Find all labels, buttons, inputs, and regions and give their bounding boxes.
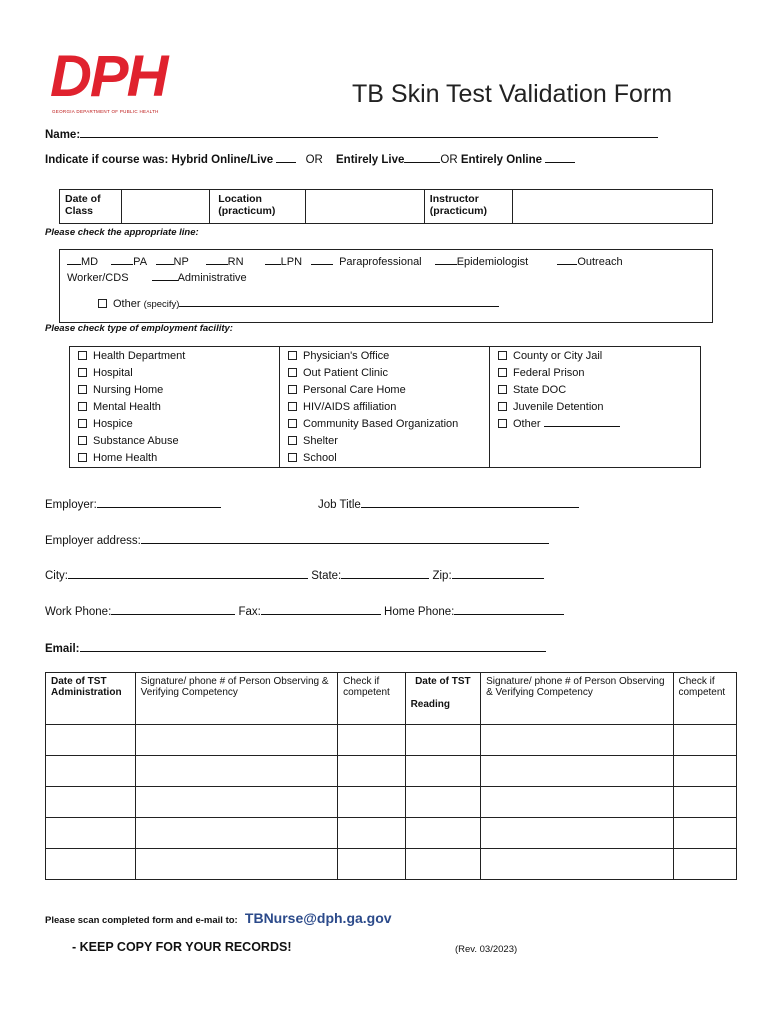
rn-label: RN [227, 256, 244, 268]
facility-option-label: Juvenile Detention [513, 401, 604, 413]
city-label: City: [45, 570, 68, 582]
tst-entry-cell[interactable] [338, 756, 405, 787]
tst-entry-cell[interactable] [405, 849, 481, 880]
facility-option-label: Hospital [93, 367, 133, 379]
course-live-field[interactable] [404, 151, 440, 163]
tst-entry-cell[interactable] [673, 787, 737, 818]
lpn-field[interactable] [265, 253, 281, 265]
scan-label: Please scan completed form and e-mail to: [45, 915, 238, 926]
facility-checkbox[interactable] [78, 368, 87, 377]
facility-option-label: Hospice [93, 418, 133, 430]
tst-entry-cell[interactable] [673, 849, 737, 880]
employer-label: Employer: [45, 499, 97, 511]
facility-option [288, 399, 458, 416]
tst-reading-signature-header: Signature/ phone # of Person Observing & Verifying Competency [481, 673, 673, 725]
tst-admin-signature-header: Signature/ phone # of Person Observing & Verifying Competency [135, 673, 337, 725]
name-field[interactable] [80, 126, 658, 138]
tst-table-header-row [46, 673, 737, 725]
zip-label: Zip: [432, 570, 452, 582]
facility-checkbox[interactable] [78, 351, 87, 360]
tst-entry-cell[interactable] [46, 756, 136, 787]
tst-entry-cell[interactable] [405, 787, 481, 818]
job-title-label: Job Title [318, 499, 361, 511]
facility-checkbox[interactable] [288, 368, 297, 377]
tst-entry-cell[interactable] [46, 787, 136, 818]
facility-option [498, 365, 620, 382]
revision-date: (Rev. 03/2023) [455, 944, 518, 955]
table-row [46, 849, 737, 880]
location-header: Location (practicum) [210, 190, 306, 224]
pa-field[interactable] [111, 253, 133, 265]
instructor-header: Instructor (practicum) [424, 190, 512, 224]
np-field[interactable] [156, 253, 174, 265]
tst-admin-competent-header: Check if competent [338, 673, 405, 725]
outreach-label: Outreach [577, 256, 623, 268]
facility-option [288, 416, 458, 433]
epi-field[interactable] [435, 253, 457, 265]
city-row [45, 567, 544, 582]
tst-entry-cell[interactable] [481, 818, 673, 849]
facility-option [288, 433, 458, 450]
para-label: Paraprofessional [339, 256, 422, 268]
tst-table [45, 672, 737, 880]
roles-line-3 [98, 295, 499, 310]
facility-option [498, 348, 620, 365]
name-label: Name: [45, 129, 81, 141]
facility-option-label: Shelter [303, 435, 338, 447]
course-or-1: OR [305, 154, 323, 166]
location-cell[interactable] [306, 190, 425, 224]
tst-entry-cell[interactable] [673, 818, 737, 849]
para-field[interactable] [311, 253, 333, 265]
submit-email-link[interactable]: TBNurse@dph.ga.gov [244, 910, 392, 926]
name-row [45, 126, 658, 141]
table-row [46, 756, 737, 787]
tst-entry-cell[interactable] [338, 849, 405, 880]
facility-option [78, 450, 185, 467]
zip-field[interactable] [452, 567, 544, 579]
tst-entry-cell[interactable] [135, 756, 337, 787]
tst-entry-cell[interactable] [338, 725, 405, 756]
course-live-label: Entirely Live [336, 154, 405, 166]
check-line-label: Please check the appropriate line: [45, 227, 199, 238]
facility-column-3 [498, 348, 620, 433]
facility-checkbox[interactable] [288, 402, 297, 411]
phone-row [45, 603, 564, 618]
page-title: TB Skin Test Validation Form [352, 80, 673, 108]
facility-checkbox[interactable] [498, 351, 507, 360]
specify-label: (specify) [143, 299, 180, 310]
facility-option-label: HIV/AIDS affiliation [303, 401, 397, 413]
city-field[interactable] [68, 567, 308, 579]
date-of-class-header: Date of Class [60, 190, 122, 224]
keep-copy-notice: - KEEP COPY FOR YOUR RECORDS! [72, 940, 292, 954]
facility-checkbox[interactable] [288, 351, 297, 360]
tst-entry-cell[interactable] [481, 725, 673, 756]
employer-address-row [45, 532, 549, 547]
tst-entry-cell[interactable] [46, 818, 136, 849]
np-label: NP [173, 256, 189, 268]
facility-column-1 [78, 348, 185, 467]
facility-checkbox[interactable] [78, 453, 87, 462]
fax-label: Fax: [238, 606, 261, 618]
facility-checkbox[interactable] [498, 368, 507, 377]
facility-checkbox[interactable] [288, 385, 297, 394]
facility-label: Please check type of employment facility: [45, 323, 233, 334]
work-phone-field[interactable] [111, 603, 235, 615]
lpn-label: LPN [280, 256, 303, 268]
date-of-class-cell[interactable] [122, 190, 210, 224]
tst-entry-cell[interactable] [135, 849, 337, 880]
other-role-checkbox[interactable] [98, 299, 107, 308]
facility-checkbox[interactable] [288, 419, 297, 428]
rn-field[interactable] [206, 253, 228, 265]
facility-checkbox[interactable] [78, 402, 87, 411]
job-title-row [318, 496, 579, 511]
employer-address-label: Employer address: [45, 535, 141, 547]
facility-option [498, 416, 620, 433]
email-label: Email: [45, 643, 80, 655]
facility-option [288, 348, 458, 365]
email-field[interactable] [80, 640, 546, 652]
tst-entry-cell[interactable] [405, 725, 481, 756]
facility-option [78, 416, 185, 433]
facility-option [498, 399, 620, 416]
facility-divider-1 [279, 347, 280, 467]
facility-option [78, 365, 185, 382]
facility-option-label: Nursing Home [93, 384, 164, 396]
course-or-2: OR [440, 154, 458, 166]
facility-checkbox[interactable] [78, 385, 87, 394]
md-field[interactable] [67, 253, 81, 265]
home-phone-field[interactable] [454, 603, 564, 615]
course-online-field[interactable] [545, 151, 575, 163]
facility-option-label: County or City Jail [513, 350, 603, 362]
roles-line-1 [67, 253, 623, 268]
facility-option [78, 348, 185, 365]
facility-option [288, 365, 458, 382]
state-label: State: [311, 570, 342, 582]
tst-entry-cell[interactable] [673, 725, 737, 756]
epi-label: Epidemiologist [456, 256, 529, 268]
tst-entry-cell[interactable] [481, 756, 673, 787]
facility-box [69, 346, 701, 468]
state-field[interactable] [341, 567, 429, 579]
facility-checkbox[interactable] [78, 436, 87, 445]
other-role-label: Other [113, 298, 141, 310]
tst-entry-cell[interactable] [46, 725, 136, 756]
admin-label: Administrative [177, 272, 247, 284]
facility-option-label: Home Health [93, 452, 158, 464]
admin-field[interactable] [152, 269, 178, 281]
employer-address-field[interactable] [141, 532, 549, 544]
tst-entry-cell[interactable] [338, 787, 405, 818]
tst-entry-cell[interactable] [46, 849, 136, 880]
facility-option-label: Other [513, 418, 541, 430]
home-phone-label: Home Phone: [384, 606, 455, 618]
course-hybrid-label: Indicate if course was: Hybrid Online/Live [45, 154, 274, 166]
work-phone-label: Work Phone: [45, 606, 112, 618]
tst-admin-date-header: Date of TST Administration [46, 673, 136, 725]
fax-field[interactable] [261, 603, 381, 615]
facility-option-label: Personal Care Home [303, 384, 406, 396]
facility-option-label: Physician's Office [303, 350, 390, 362]
facility-checkbox[interactable] [498, 419, 507, 428]
facility-option [498, 382, 620, 399]
facility-checkbox[interactable] [288, 436, 297, 445]
dph-logo-subtitle: GEORGIA DEPARTMENT OF PUBLIC HEALTH [52, 109, 159, 114]
table-row [46, 787, 737, 818]
facility-checkbox[interactable] [288, 453, 297, 462]
facility-option [78, 433, 185, 450]
facility-option-label: Federal Prison [513, 367, 585, 379]
pa-label: PA [133, 256, 147, 268]
worker-label: Worker/CDS [67, 272, 129, 284]
other-role-field[interactable] [179, 295, 499, 307]
class-table [59, 189, 713, 224]
facility-option-label: School [303, 452, 337, 464]
tst-entry-cell[interactable] [338, 818, 405, 849]
facility-option-label: Community Based Organization [303, 418, 459, 430]
scan-row [45, 910, 392, 926]
facility-other-field[interactable] [544, 416, 620, 427]
facility-option [78, 382, 185, 399]
table-row [46, 725, 737, 756]
tst-reading-date-header: Date of TST Reading [405, 673, 481, 725]
facility-option-label: Health Department [93, 350, 186, 362]
employer-field[interactable] [97, 496, 221, 508]
roles-line-2 [67, 269, 247, 284]
facility-option-label: Substance Abuse [93, 435, 179, 447]
dph-logo: DPH [50, 44, 167, 109]
tst-entry-cell[interactable] [481, 787, 673, 818]
tst-entry-cell[interactable] [135, 725, 337, 756]
md-label: MD [81, 256, 99, 268]
course-type-row [45, 151, 575, 166]
tst-entry-cell[interactable] [405, 756, 481, 787]
tst-entry-cell[interactable] [135, 787, 337, 818]
email-row [45, 640, 546, 655]
employer-row [45, 496, 221, 511]
facility-checkbox[interactable] [78, 419, 87, 428]
facility-option [78, 399, 185, 416]
facility-checkbox[interactable] [498, 402, 507, 411]
facility-checkbox[interactable] [498, 385, 507, 394]
facility-option [288, 450, 458, 467]
course-online-label: Entirely Online [460, 154, 543, 166]
job-title-field[interactable] [361, 496, 579, 508]
tst-entry-cell[interactable] [673, 756, 737, 787]
roles-box [59, 249, 713, 323]
facility-divider-2 [489, 347, 490, 467]
tst-entry-cell[interactable] [135, 818, 337, 849]
table-row [46, 818, 737, 849]
facility-column-2 [288, 348, 458, 467]
facility-option [288, 382, 458, 399]
facility-option-label: Mental Health [93, 401, 161, 413]
instructor-cell[interactable] [512, 190, 712, 224]
tst-reading-competent-header: Check if competent [673, 673, 737, 725]
facility-option-label: Out Patient Clinic [303, 367, 388, 379]
facility-option-label: State DOC [513, 384, 567, 396]
outreach-field[interactable] [557, 253, 577, 265]
course-hybrid-field[interactable] [276, 151, 296, 163]
tst-entry-cell[interactable] [405, 818, 481, 849]
tst-entry-cell[interactable] [481, 849, 673, 880]
